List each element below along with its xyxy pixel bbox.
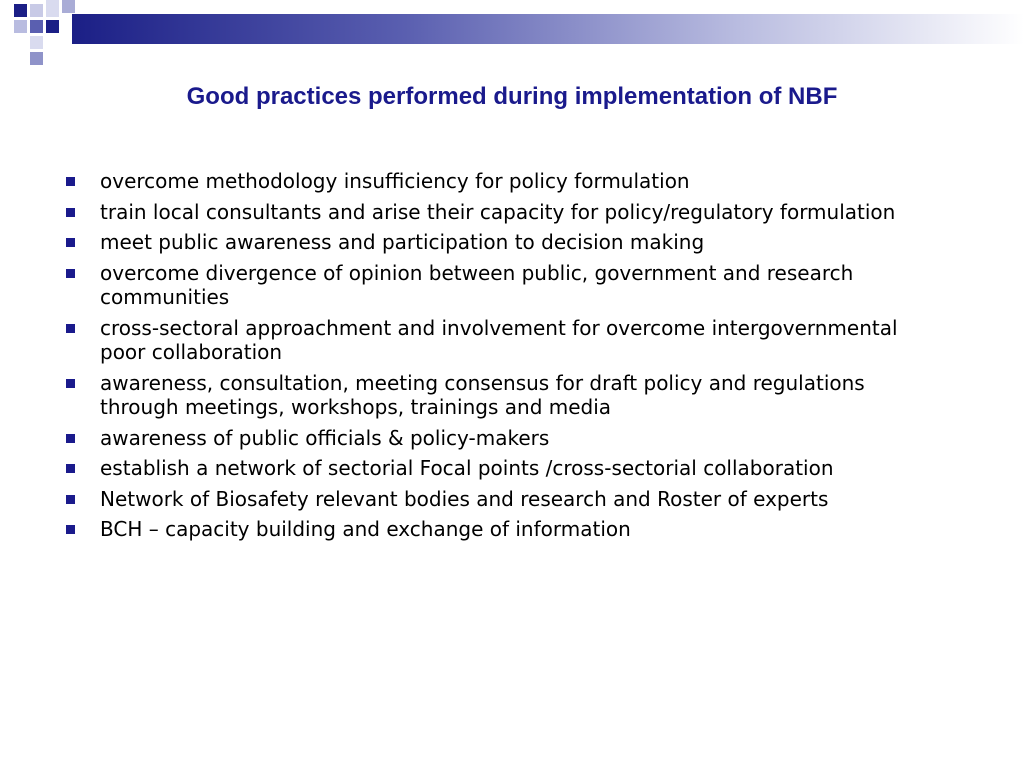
bullet-item [66,200,936,225]
slide-title: Good practices performed during implementation of NBF [186,83,838,110]
bullet-item [66,261,936,310]
square-bullet-icon [66,525,75,534]
square-bullet-icon [66,324,75,333]
decor-square [30,52,43,65]
bullet-text: overcome divergence of opinion between public, government and research communities [100,260,854,309]
decor-square [62,0,75,13]
decor-square [30,20,43,33]
square-bullet-icon [66,208,75,217]
decor-square [14,4,27,17]
header-decoration [0,0,1024,70]
bullet-text: establish a network of sectorial Focal points /cross-sectorial collaboration [100,456,834,480]
bullet-text: Network of Biosafety relevant bodies and research and Roster of experts [100,486,829,511]
decor-square [46,20,59,33]
bullet-item [66,426,936,451]
bullet-item [66,456,936,481]
bullet-list [66,169,936,548]
bullet-text: cross-sectoral approachment and involvement for overcome intergovernmental poor collaboration [100,315,898,364]
square-bullet-icon [66,434,75,443]
square-bullet-icon [66,379,75,388]
bullet-text: awareness, consultation, meeting consensus for draft policy and regulations through meetings, workshops, trainings and media [100,370,865,419]
bullet-item [66,371,936,420]
bullet-item [66,517,936,542]
bullet-text: BCH – capacity building and exchange of information [100,517,631,541]
decor-square [30,4,43,17]
bullet-text: train local consultants and arise their capacity for policy/regulatory formulation [100,199,896,224]
bullet-item [66,230,936,255]
bullet-text: overcome methodology insufficiency for policy formulation [100,169,690,193]
square-bullet-icon [66,495,75,504]
header-gradient-bar [72,14,1024,44]
square-bullet-icon [66,238,75,247]
square-bullet-icon [66,464,75,473]
decor-square [14,20,27,33]
bullet-item [66,487,936,512]
decor-square [30,36,43,49]
bullet-text: awareness of public officials & policy-makers [100,425,550,450]
square-bullet-icon [66,269,75,278]
square-bullet-icon [66,177,75,186]
bullet-item [66,316,936,365]
bullet-item [66,169,936,194]
decor-square [46,0,59,17]
bullet-text: meet public awareness and participation to decision making [100,230,705,254]
